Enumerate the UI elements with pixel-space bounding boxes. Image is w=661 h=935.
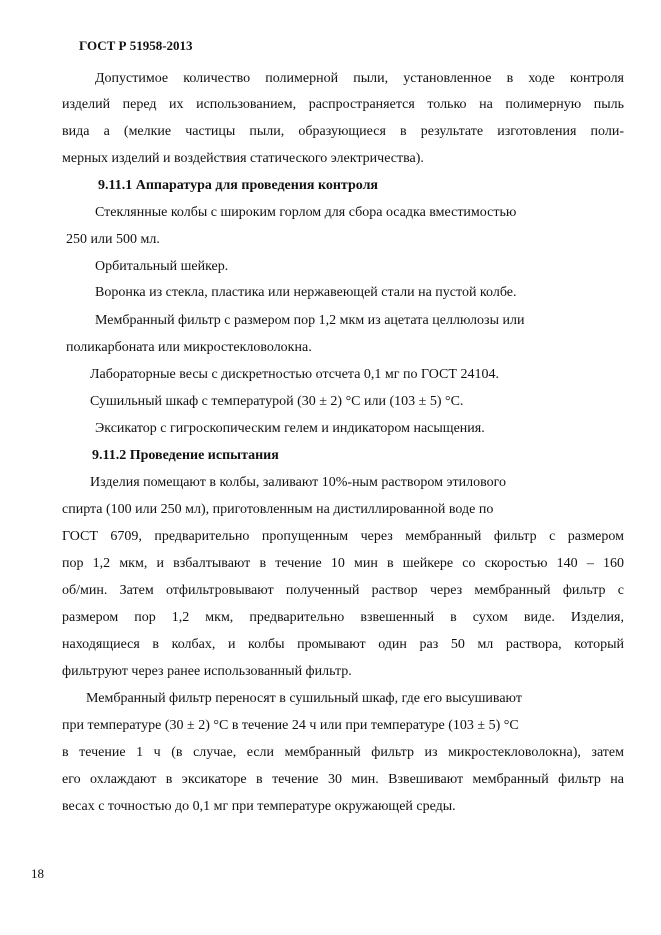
section-heading: 9.11.2 Проведение испытания: [92, 448, 279, 463]
procedure-line: фильтруют через ранее использованный фильтр.: [62, 664, 352, 679]
text-line: Мембранный фильтр переносят в сушильный шкаф, где его высушивают: [86, 691, 522, 706]
apparatus-line: Стеклянные колбы с широким горлом для сбора осадка вместимостью: [95, 205, 517, 220]
procedure-line: ГОСТ 6709, предварительно пропущенным через мембранный фильтр с размером: [62, 529, 624, 544]
doc-number: ГОСТ Р 51958-2013: [79, 38, 193, 53]
procedure-line: Изделия помещают в колбы, заливают 10%-ным раствором этилового: [90, 475, 506, 490]
apparatus-line: Орбитальный шейкер.: [95, 259, 229, 274]
procedure-line: пор 1,2 мкм, и взбалтывают в течение 10 мин в шейкере со скоростью 140 – 160: [62, 556, 624, 571]
text-line: при температуре (30 ± 2) °С в течение 24 ч или при температуре (103 ± 5) °С: [62, 718, 519, 733]
procedure-line: спирта (100 или 250 мл), приготовленным на дистиллированной воде по: [62, 502, 494, 517]
text-line: в течение 1 ч (в случае, если мембранный фильтр из микростекловолокна), затем: [62, 745, 624, 760]
apparatus-line: Эксикатор с гигроскопическим гелем и индикатором насыщения.: [95, 421, 485, 436]
text-line: весах с точностью до 0,1 мг при температуре окружающей среды.: [62, 799, 456, 814]
apparatus-line: 250 или 500 мл.: [66, 232, 160, 247]
text-line: вида а (мелкие частицы пыли, образующиеся в результате изготовления поли-: [62, 124, 624, 139]
procedure-line: находящиеся в колбах, и колбы промывают один раз 50 мл раствора, который: [62, 637, 624, 652]
text-line: изделий перед их использованием, распространяется только на полимерную пыль: [62, 97, 624, 112]
page-number: 18: [31, 866, 44, 881]
text-line: Допустимое количество полимерной пыли, установленное в ходе контроля: [95, 71, 624, 86]
apparatus-line: Сушильный шкаф с температурой (30 ± 2) °С или (103 ± 5) °С.: [90, 394, 464, 409]
text-line: мерных изделий и воздействия статического электричества).: [62, 151, 424, 166]
apparatus-line: Мембранный фильтр с размером пор 1,2 мкм из ацетата целлюлозы или: [95, 313, 525, 328]
apparatus-line: поликарбоната или микростекловолокна.: [66, 340, 312, 355]
text-line: его охлаждают в эксикаторе в течение 30 мин. Взвешивают мембранный фильтр на: [62, 772, 624, 787]
procedure-line: об/мин. Затем отфильтровывают полученный раствор через мембранный фильтр с: [62, 583, 624, 598]
apparatus-line: Воронка из стекла, пластика или нержавеющей стали на пустой колбе.: [95, 285, 517, 300]
apparatus-line: Лабораторные весы с дискретностью отсчета 0,1 мг по ГОСТ 24104.: [90, 367, 499, 382]
procedure-line: размером пор 1,2 мкм, предварительно взвешенный в сухом виде. Изделия,: [62, 610, 624, 625]
section-heading: 9.11.1 Аппаратура для проведения контроля: [98, 178, 379, 193]
